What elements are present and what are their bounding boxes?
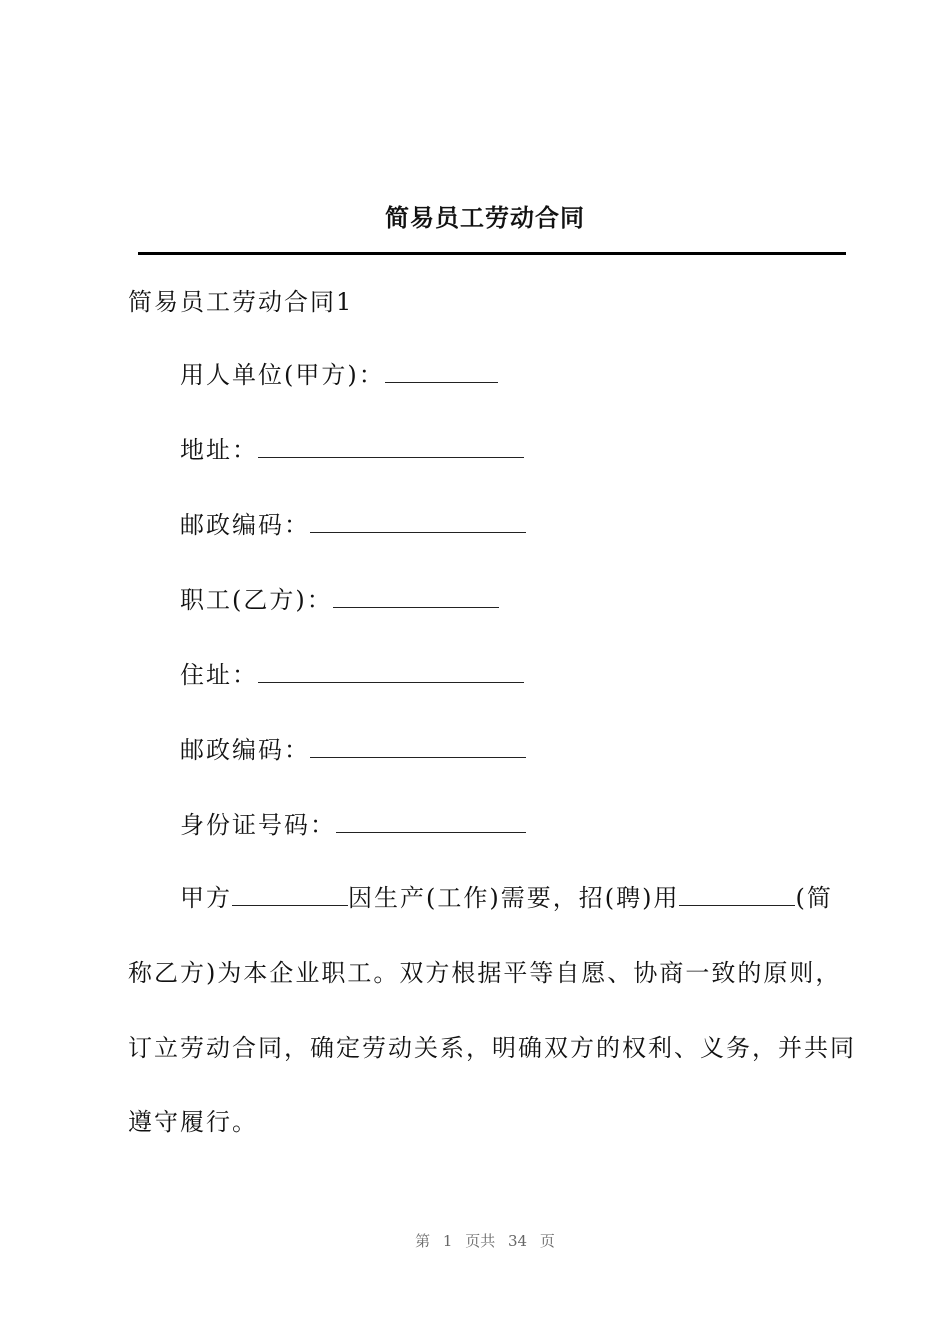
field-id-number [180,805,526,840]
field-address [180,430,524,465]
fill-blank [258,660,524,683]
fill-blank [232,883,348,906]
field-label: 身份证号码： [180,811,336,839]
paragraph-text: 甲方 [180,884,232,912]
paragraph-line-1 [180,878,833,913]
paragraph-text: (简 [795,884,833,912]
paragraph-line-2: 称乙方)为本企业职工。双方根据平等自愿、协商一致的原则， [128,959,842,987]
paragraph-line-3: 订立劳动合同，确定劳动关系，明确双方的权利、义务，并共同 [128,1034,856,1062]
field-label: 用人单位(甲方)： [180,361,385,389]
fill-blank [310,735,526,758]
paragraph-line-4: 遵守履行。 [128,1108,258,1136]
title-divider [138,252,846,255]
field-label: 邮政编码： [180,511,310,539]
field-postcode-employer [180,505,526,540]
field-postcode-employee [180,730,526,765]
fill-blank [258,435,524,458]
field-label: 住址： [180,661,258,689]
fill-blank [679,883,795,906]
page-number: 第 1 页共 34 页 [415,1232,555,1250]
fill-blank [310,510,526,533]
section-heading: 简易员工劳动合同1 [128,288,354,316]
fill-blank [333,585,499,608]
document-title: 简易员工劳动合同 [385,203,585,232]
field-employer [180,355,498,390]
paragraph-text: 因生产(工作)需要，招(聘)用 [348,884,680,912]
field-label: 邮政编码： [180,736,310,764]
field-residence [180,655,524,690]
field-label: 地址： [180,436,258,464]
field-label: 职工(乙方)： [180,586,333,614]
fill-blank [336,810,526,833]
field-employee [180,580,499,615]
fill-blank [385,360,498,383]
